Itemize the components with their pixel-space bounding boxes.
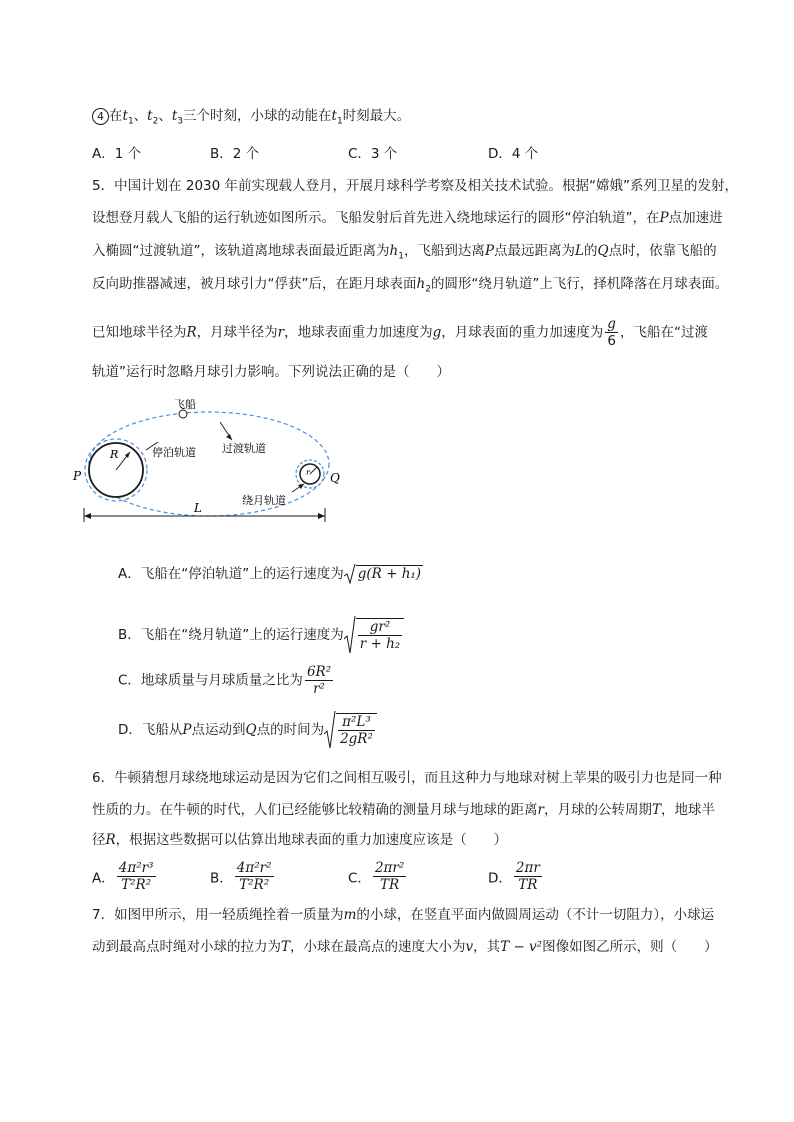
spaceship-marker [179, 410, 187, 418]
q6-option-a: A． $\frac{\text{4π²r³}}{\text{T²R²}}$ [92, 860, 154, 893]
label-parking-orbit: 停泊轨道 [152, 446, 196, 459]
fraction-g-over-6: $\frac{g}{6}$ [607, 316, 616, 349]
fraction: $\frac{\text{4π²r³}}{\text{T²R²}}$ [118, 860, 154, 893]
fraction: $\frac{\text{4π²r²}}{\text{T²R²}}$ [236, 860, 272, 893]
q6-option-c: C． $\frac{\text{2πr²}}{TR}$ [348, 860, 405, 893]
fraction: $\frac{\text{2πr²}}{TR}$ [374, 860, 405, 893]
arrowhead-icon [298, 484, 304, 489]
q5-line-1: 5．中国计划在 2030 年前实现载人登月，开展月球科学考察及相关技术试验。根据“嫦娥”系列卫星的发射， [92, 178, 739, 194]
radical-sign-icon [324, 710, 336, 750]
label-transfer-orbit: 过渡轨道 [222, 442, 266, 455]
q5-option-a: A．飞船在“停泊轨道”上的运行速度为 g(R + h₁) [118, 563, 423, 585]
q6-line-1: 6．牛顿猜想月球绕地球运动是因为它们之间相互吸引，而且这种力与地球对树上苹果的吸引力也是同一种 [92, 770, 722, 786]
arrowhead-icon [226, 434, 232, 440]
q5-option-c: C．地球质量与月球质量之比为 $\frac{\text{6R²}}{\text{r²}}$ [118, 664, 332, 697]
q4-option-c: C．3 个 [348, 146, 398, 162]
label-point-p: P [73, 469, 82, 483]
q5-line-4: 反向助推器减速，被月球引力“俘获”后，在距月球表面$h_2$的圆形“绕月轨道”上飞行，择机降落在月球表面。 [92, 276, 729, 295]
circled-number-marker: 4 [92, 108, 109, 125]
q7-line-2: 动到最高点时绳对小球的拉力为T，小球在最高点的速度大小为v，其T − v²图像如图乙所示，则（ ） [92, 939, 718, 955]
q6-line-3: 径R，根据这些数据可以估算出地球表面的重力加速度应该是（ ） [92, 832, 508, 848]
fraction: $\frac{\text{6R²}}{\text{r²}}$ [306, 664, 332, 697]
q4-option-a: A．1 个 [92, 146, 142, 162]
label-lunar-orbit: 绕月轨道 [242, 494, 286, 507]
q5-line-5: 已知地球半径为R，月球半径为r，地球表面重力加速度为g，月球表面的重力加速度为 $\frac{g}{6}$ ，飞船在“过渡 [92, 316, 708, 349]
fraction: $\frac{\text{gr²}}{\text{r + h₂}}$ [359, 619, 401, 652]
radical-sign-icon [344, 615, 356, 655]
q5-line-3: 入椭圆“过渡轨道”，该轨道离地球表面最近距离为$h_1$，飞船到达离P点最远距离为L的Q点时，依靠飞船的 [92, 243, 717, 262]
q6-line-2: 性质的力。在牛顿的时代，人们已经能够比较精确的测量月球与地球的距离r，月球的公转周期T，地球半 [92, 802, 715, 818]
radical-sign-icon [344, 563, 356, 585]
label-moon-radius: r [306, 468, 310, 477]
q5-line-2: 设想登月载人飞船的运行轨迹如图所示。飞船发射后首先进入绕地球运行的圆形“停泊轨道”，在P点加速进 [92, 210, 723, 226]
q4-statement-4: 4 在$t_1$、$t_2$、$t_3$三个时刻，小球的动能在$t_1$时刻最大。 [92, 106, 410, 132]
arrowhead-icon [318, 513, 325, 519]
q6-option-b: B． $\frac{\text{4π²r²}}{\text{T²R²}}$ [210, 860, 272, 893]
q6-option-d: D． $\frac{2\pi r}{TR}$ [488, 860, 540, 893]
sqrt-expression: g(R + h₁) [344, 563, 423, 585]
q4-option-b: B．2 个 [210, 146, 260, 162]
q5-option-d: D．飞船从P点运动到Q点的时间为 $\frac{\text{π²L³}}{\text{2gR²}}$ [118, 710, 377, 750]
label-point-q: Q [330, 471, 340, 485]
arrowhead-icon [84, 513, 91, 519]
q5-option-b: B．飞船在“绕月轨道”上的运行速度为 $\frac{\text{gr²}}{\text{r + h₂}}$ [118, 615, 404, 655]
fraction: $\frac{2\pi r}{TR}$ [515, 860, 540, 893]
q7-line-1: 7．如图甲所示，用一轻质绳拴着一质量为m的小球，在竖直平面内做圆周运动（不计一切阻力），小球运 [92, 907, 715, 923]
q5-line-6: 轨道”运行时忽略月球引力影响。下列说法正确的是（ ） [92, 364, 450, 380]
label-earth-radius: R [110, 448, 119, 461]
orbit-diagram [70, 392, 350, 532]
q4-option-d: D．4 个 [488, 146, 539, 162]
fraction: $\frac{\text{π²L³}}{\text{2gR²}}$ [340, 714, 373, 747]
label-distance-l: L [194, 501, 202, 515]
label-ship: 飞船 [174, 398, 196, 411]
